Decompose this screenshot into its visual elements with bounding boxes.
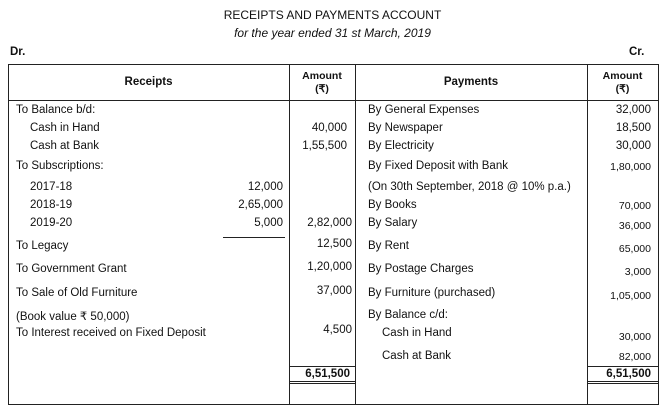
payments-rupee-header: (₹) [615,83,630,95]
payment-row-label: Cash in Hand [382,327,452,339]
receipt-row-label: 2017-18 [30,181,73,193]
payment-row-label: By Postage Charges [368,263,474,275]
receipt-row-amount: 40,000 [311,122,347,134]
receipt-row-label: To Legacy [16,240,69,252]
payment-row-label: By Rent [368,240,409,252]
payment-row-amount: 18,500 [615,122,651,134]
payment-row-label: By Newspaper [368,122,443,134]
payment-row-label: By Balance c/d: [368,309,448,321]
payment-row-label: By Fixed Deposit with Bank [368,160,508,172]
payment-row-amount: 3,000 [624,266,651,278]
payment-row-amount: 32,000 [615,104,651,116]
payments-header: Payments [443,76,499,88]
account-subtitle: for the year ended 31 st March, 2019 [234,26,431,40]
payment-row-label: By General Expenses [368,104,480,116]
receipt-row-label: To Interest received on Fixed Deposit [16,327,206,339]
receipt-row-inner-amount: 2,65,000 [238,199,283,211]
receipt-row-label: To Government Grant [16,263,127,275]
dr-label: Dr. [10,46,26,58]
payment-row-label: Cash at Bank [382,350,452,362]
receipts-total: 6,51,500 [305,368,350,380]
cr-label: Cr. [629,46,645,58]
receipt-row-inner-amount: 12,000 [247,181,283,193]
payment-row-label: By Salary [368,217,418,229]
receipts-rupee-header: (₹) [315,83,329,95]
receipt-row-label: Cash in Hand [30,122,100,134]
payment-row-amount: 36,000 [618,220,651,232]
payment-row-amount: 30,000 [615,140,651,152]
receipt-row-label: (Book value ₹ 50,000) [16,311,130,323]
receipt-row-label: To Subscriptions: [16,160,104,172]
payments-total: 6,51,500 [606,368,651,380]
account-title: RECEIPTS AND PAYMENTS ACCOUNT [223,8,442,22]
receipt-row-amount: 12,500 [316,238,352,250]
payment-row-label: (On 30th September, 2018 @ 10% p.a.) [368,181,571,193]
receipt-row-amount: 1,55,500 [302,140,347,152]
payments-amount-header: Amount [602,70,643,82]
payment-row-label: By Books [368,199,417,211]
receipt-row-label: 2019-20 [30,217,73,229]
receipt-row-amount: 1,20,000 [307,261,352,273]
payment-row-amount: 1,80,000 [610,161,651,173]
payment-row-amount: 1,05,000 [610,290,651,302]
receipt-row-label: 2018-19 [30,199,73,211]
payment-row-amount: 65,000 [618,243,651,255]
receipt-row-amount: 4,500 [323,324,352,336]
receipt-row-amount: 37,000 [316,285,352,297]
payment-row-amount: 70,000 [618,200,651,212]
payment-row-amount: 82,000 [618,351,651,363]
receipt-row-label: To Sale of Old Furniture [16,287,138,299]
receipt-row-label: To Balance b/d: [16,104,96,116]
receipt-row-amount: 2,82,000 [307,217,352,229]
receipts-amount-header: Amount [302,70,342,82]
payment-row-label: By Furniture (purchased) [368,287,496,299]
receipt-row-inner-amount: 5,000 [254,217,283,229]
payment-row-label: By Electricity [368,140,434,152]
payment-row-amount: 30,000 [618,331,651,343]
receipt-row-label: Cash at Bank [30,140,100,152]
receipts-header: Receipts [124,76,173,88]
